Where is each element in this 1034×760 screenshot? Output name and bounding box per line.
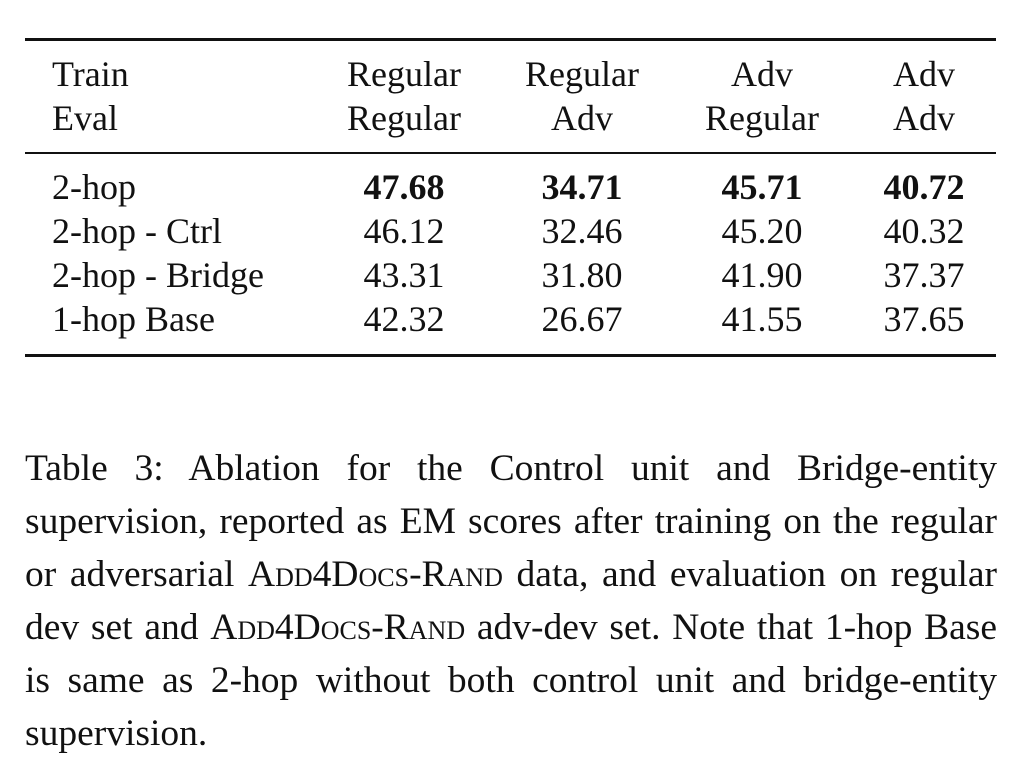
table-cell: 41.90 [721,255,803,295]
row-label: 2-hop [52,167,136,207]
table-cell: 46.12 [363,211,445,251]
table-cell: 41.55 [721,299,803,339]
header-eval-col2: Adv [551,98,613,138]
dataset-name: Add4Docs-Rand [210,606,466,648]
table-cell: 31.80 [541,255,623,295]
table-top-rule [25,38,996,41]
table-cell: 40.72 [883,167,965,207]
table-cell: 32.46 [541,211,623,251]
caption-text: adv-dev set. Note that 1-hop Base is same as 2-hop without both control unit and bridge-entity supervision. [25,606,997,754]
header-eval-col3: Regular [705,98,819,138]
table-cell: 45.20 [721,211,803,251]
table-cell: 42.32 [363,299,445,339]
row-label: 1-hop Base [52,299,215,339]
header-train-label: Train [52,54,129,94]
table-caption [25,442,997,760]
table-cell: 43.31 [363,255,445,295]
header-eval-col1: Regular [347,98,461,138]
row-label: 2-hop - Ctrl [52,211,222,251]
dataset-name: Add4Docs-Rand [248,553,503,595]
table-cell: 34.71 [541,167,623,207]
header-train-col3: Adv [731,54,793,94]
header-train-col4: Adv [893,54,955,94]
table-cell: 37.65 [883,299,965,339]
header-eval-label: Eval [52,98,118,138]
caption-text: data, and evaluation on regular dev set and [25,553,997,648]
row-label: 2-hop - Bridge [52,255,264,295]
table-mid-rule [25,152,996,154]
table-cell: 40.32 [883,211,965,251]
header-train-col1: Regular [347,54,461,94]
header-eval-col4: Adv [893,98,955,138]
table-bottom-rule [25,354,996,357]
table-cell: 45.71 [721,167,803,207]
table-cell: 37.37 [883,255,965,295]
table-cell: 26.67 [541,299,623,339]
caption-text: Table 3: Ablation for the Control unit and Bridge-entity supervision, reported as EM scores after training on the regular or adversarial [25,447,997,595]
header-train-col2: Regular [525,54,639,94]
table-cell: 47.68 [363,167,445,207]
